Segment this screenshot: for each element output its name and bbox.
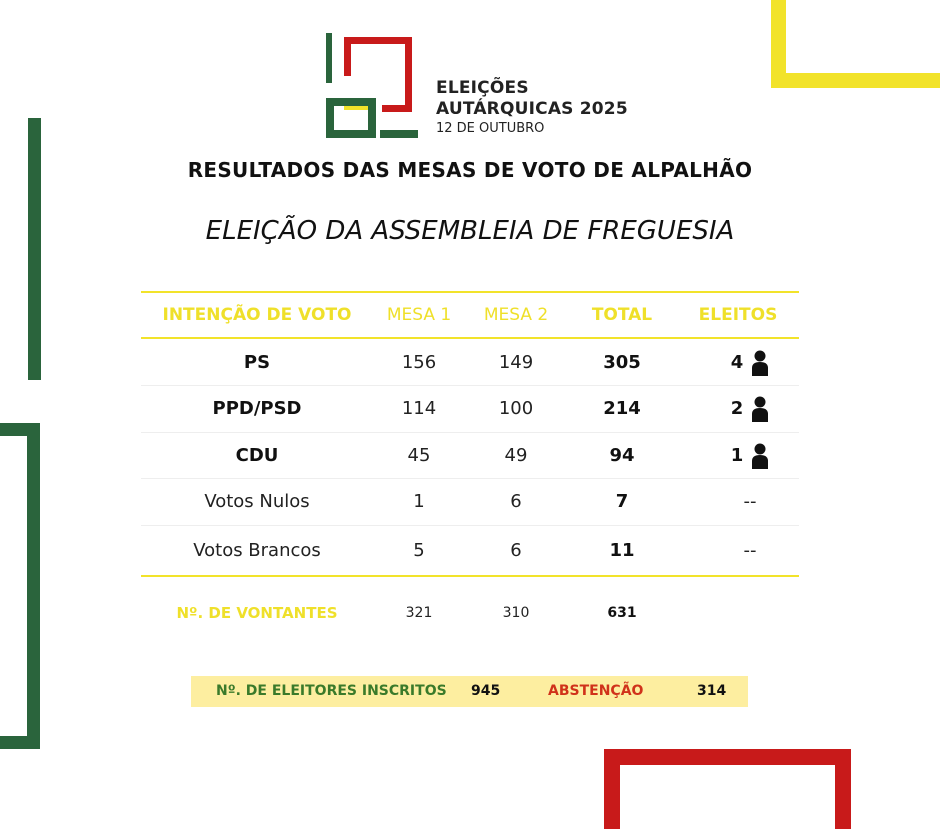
page-title: RESULTADOS DAS MESAS DE VOTO DE ALPALHÃO — [187, 158, 753, 182]
logo-date: 12 DE OUTUBRO — [436, 121, 545, 136]
party-name: CDU — [235, 445, 279, 466]
mesa1-value: 1 — [413, 491, 425, 512]
total-value: 305 — [603, 352, 641, 373]
header-eleitos: ELEITOS — [698, 305, 778, 325]
total-value: 7 — [615, 491, 629, 512]
category-name: Votos Nulos — [204, 491, 310, 512]
eleitos-cell — [677, 339, 799, 386]
page-subtitle: ELEIÇÃO DA ASSEMBLEIA DE FREGUESIA — [205, 216, 735, 246]
votantes-mesa1: 321 — [405, 605, 433, 621]
table-row — [141, 385, 799, 432]
abstencao-label: ABSTENÇÃO — [548, 683, 644, 699]
header-mesa1: MESA 1 — [386, 305, 452, 325]
table-row — [141, 527, 799, 574]
party-name: PPD/PSD — [212, 398, 302, 419]
inscritos-label: Nº. DE ELEITORES INSCRITOS — [216, 683, 447, 699]
votantes-label: Nº. DE VONTANTES — [176, 604, 338, 622]
person-icon — [751, 396, 769, 422]
eleitos-cell — [677, 432, 799, 479]
header-intencao: INTENÇÃO DE VOTO — [162, 305, 352, 325]
eleitos-value: 1 — [730, 445, 744, 466]
eleitos-cell — [677, 385, 799, 432]
header-total: TOTAL — [591, 305, 653, 325]
table-row — [141, 339, 799, 386]
table-row — [141, 478, 799, 525]
green-bracket-decoration — [0, 423, 40, 749]
eleitos-value: 4 — [730, 352, 744, 373]
votantes-mesa2: 310 — [502, 605, 530, 621]
mesa2-value: 49 — [504, 445, 528, 466]
mesa2-value: 149 — [498, 352, 534, 373]
person-icon — [751, 350, 769, 376]
summary-bar — [191, 676, 748, 707]
category-name: Votos Brancos — [193, 540, 321, 561]
abstencao-value: 314 — [697, 683, 727, 699]
header-mesa2: MESA 2 — [483, 305, 549, 325]
eleitos-value: -- — [743, 491, 757, 512]
mesa1-value: 114 — [401, 398, 437, 419]
inscritos-value: 945 — [471, 683, 501, 699]
table-row — [141, 432, 799, 479]
logo-line-1: ELEIÇÕES — [436, 78, 529, 98]
votantes-row — [141, 577, 799, 649]
votantes-total: 631 — [607, 605, 637, 621]
table-header — [141, 291, 799, 339]
mesa2-value: 6 — [510, 540, 522, 561]
row-divider — [141, 525, 799, 526]
red-bracket-decoration — [604, 749, 851, 829]
mesa2-value: 100 — [498, 398, 534, 419]
logo-text — [436, 78, 628, 138]
mesa1-value: 5 — [413, 540, 425, 561]
total-value: 11 — [609, 540, 635, 561]
yellow-corner-decoration — [771, 0, 940, 88]
total-value: 214 — [603, 398, 641, 419]
mesa1-value: 45 — [407, 445, 431, 466]
mesa1-value: 156 — [401, 352, 437, 373]
total-value: 94 — [609, 445, 635, 466]
election-logo-icon — [324, 32, 422, 140]
mesa2-value: 6 — [510, 491, 522, 512]
logo-line-2: AUTÁRQUICAS 2025 — [436, 99, 628, 119]
party-name: PS — [243, 352, 271, 373]
eleitos-value: -- — [743, 540, 757, 561]
eleitos-value: 2 — [730, 398, 744, 419]
person-icon — [751, 443, 769, 469]
